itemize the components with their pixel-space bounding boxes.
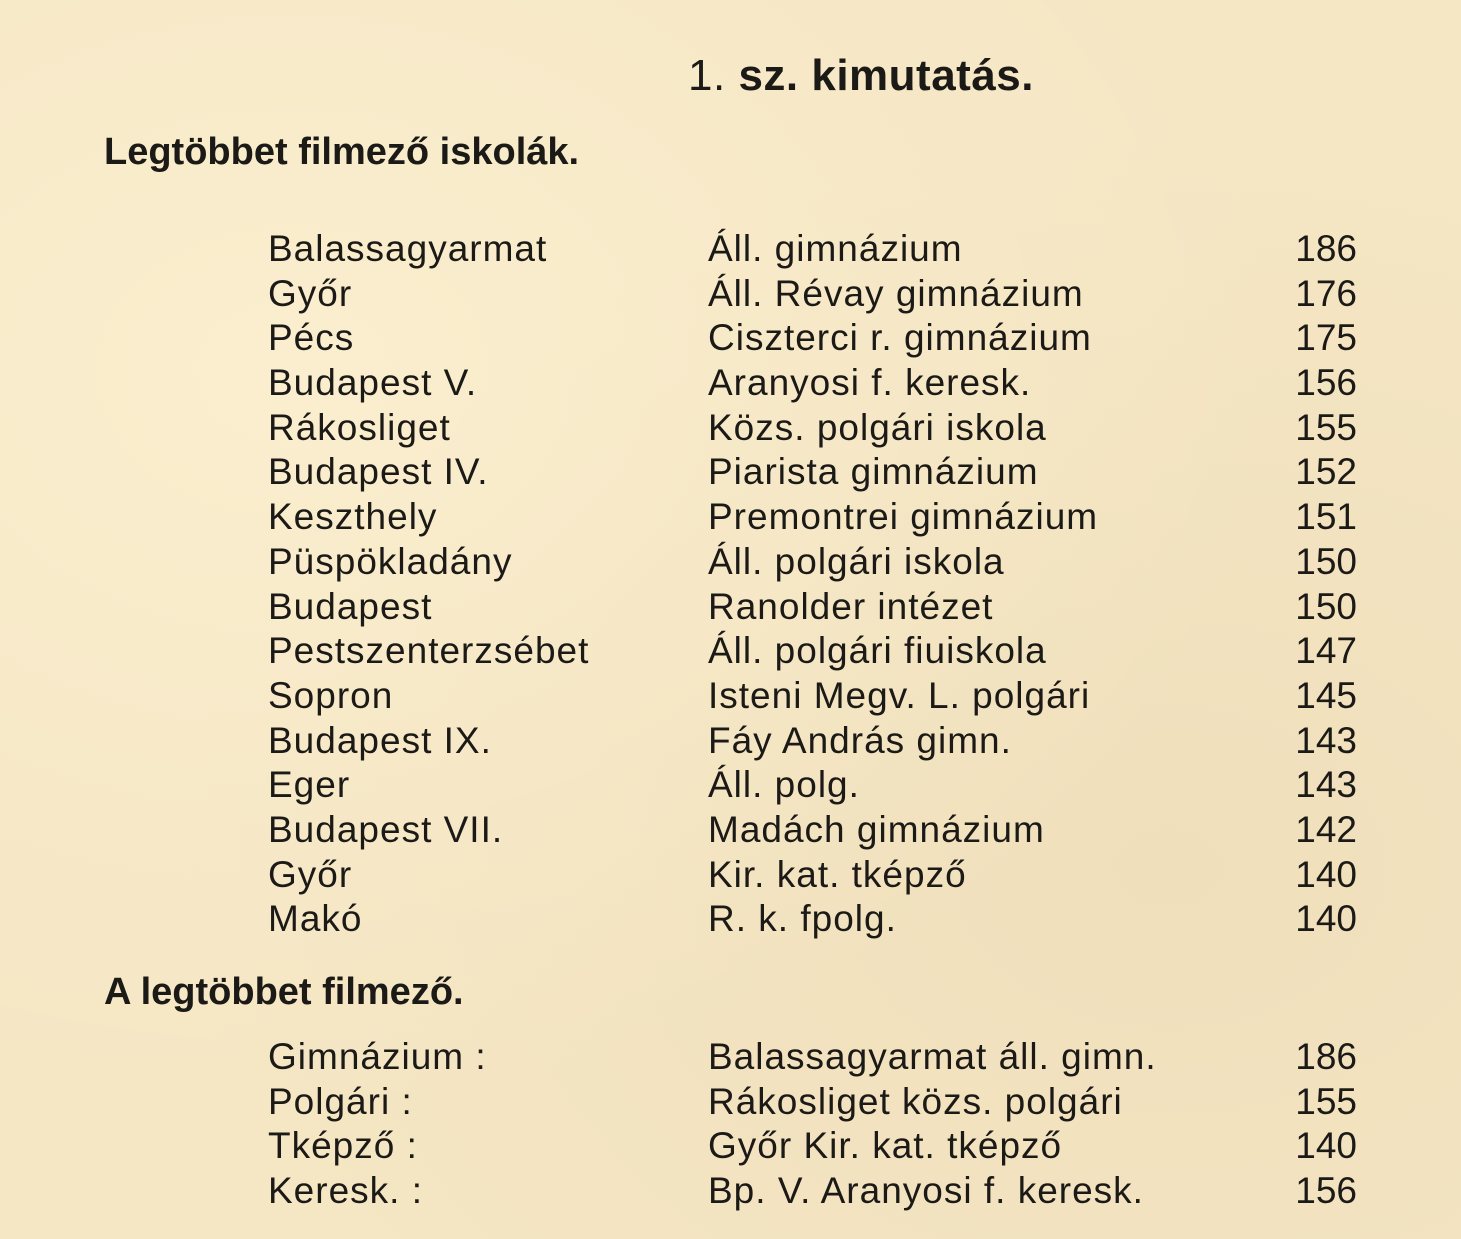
school-cell: Áll. polg.: [708, 764, 860, 806]
city-cell: Budapest IV.: [268, 451, 489, 493]
school-cell: Áll. polgári fiuiskola: [708, 630, 1047, 672]
title-text: sz. kimutatás.: [738, 51, 1034, 100]
school-cell: Rákosliget közs. polgári: [708, 1080, 1123, 1122]
value-cell: 143: [1295, 719, 1357, 761]
value-cell: 151: [1295, 496, 1357, 538]
category-cell: Polgári :: [268, 1080, 413, 1122]
value-cell: 147: [1295, 630, 1357, 672]
school-cell: Ciszterci r. gimnázium: [708, 317, 1092, 359]
city-cell: Sopron: [268, 674, 394, 716]
category-cell: Keresk. :: [268, 1170, 423, 1212]
table-row: [0, 674, 1461, 719]
school-cell: Győr Kir. kat. tképző: [708, 1125, 1063, 1167]
table-row: [0, 719, 1461, 764]
table-row: [0, 272, 1461, 317]
table-row: [0, 450, 1461, 495]
title-number: 1.: [688, 51, 726, 100]
table-row: [0, 763, 1461, 808]
section-heading-top-by-type: A legtöbbet filmező.: [104, 971, 464, 1013]
value-cell: 142: [1295, 808, 1357, 850]
table-row: [0, 495, 1461, 540]
schools-table: [0, 227, 1461, 942]
top-by-type-table: [0, 1035, 1461, 1214]
table-row: [0, 629, 1461, 674]
value-cell: 150: [1295, 540, 1357, 582]
category-cell: Tképző :: [268, 1125, 418, 1167]
school-cell: Isteni Megv. L. polgári: [708, 674, 1091, 716]
value-cell: 155: [1295, 406, 1357, 448]
section-heading-schools: Legtöbbet filmező iskolák.: [104, 131, 580, 173]
city-cell: Győr: [268, 272, 353, 314]
table-row: [0, 316, 1461, 361]
page-title: [688, 48, 1034, 104]
school-cell: Premontrei gimnázium: [708, 496, 1099, 538]
city-cell: Keszthely: [268, 496, 438, 538]
city-cell: Makó: [268, 898, 363, 940]
school-cell: Piarista gimnázium: [708, 451, 1039, 493]
city-cell: Pestszenterzsébet: [268, 630, 590, 672]
value-cell: 150: [1295, 585, 1357, 627]
table-row: [0, 897, 1461, 942]
value-cell: 175: [1295, 317, 1357, 359]
value-cell: 152: [1295, 451, 1357, 493]
school-cell: Fáy András gimn.: [708, 719, 1012, 761]
city-cell: Pécs: [268, 317, 355, 359]
value-cell: 140: [1295, 1125, 1357, 1167]
school-cell: Áll. gimnázium: [708, 228, 963, 269]
value-cell: 176: [1295, 272, 1357, 314]
table-row: [0, 808, 1461, 853]
table-row: [0, 361, 1461, 406]
table-row: [0, 1169, 1461, 1214]
school-cell: Madách gimnázium: [708, 808, 1045, 850]
value-cell: 143: [1295, 764, 1357, 806]
table-row: [0, 585, 1461, 630]
school-cell: Balassagyarmat áll. gimn.: [708, 1036, 1157, 1077]
table-row: [0, 853, 1461, 898]
category-cell: Gimnázium :: [268, 1036, 487, 1077]
table-row: [0, 1035, 1461, 1080]
table-row: [0, 1080, 1461, 1125]
city-cell: Rákosliget: [268, 406, 451, 448]
value-cell: 140: [1295, 853, 1357, 895]
city-cell: Budapest: [268, 585, 433, 627]
city-cell: Győr: [268, 853, 353, 895]
city-cell: Budapest V.: [268, 362, 478, 404]
value-cell: 156: [1295, 1170, 1357, 1212]
table-row: [0, 1124, 1461, 1169]
city-cell: Balassagyarmat: [268, 228, 548, 269]
value-cell: 186: [1295, 1036, 1357, 1077]
value-cell: 140: [1295, 898, 1357, 940]
school-cell: Áll. polgári iskola: [708, 540, 1005, 582]
school-cell: Áll. Révay gimnázium: [708, 272, 1084, 314]
school-cell: Közs. polgári iskola: [708, 406, 1047, 448]
value-cell: 186: [1295, 228, 1357, 269]
value-cell: 145: [1295, 674, 1357, 716]
city-cell: Budapest VII.: [268, 808, 504, 850]
value-cell: 155: [1295, 1080, 1357, 1122]
school-cell: Kir. kat. tképző: [708, 853, 967, 895]
table-row: [0, 406, 1461, 451]
city-cell: Eger: [268, 764, 351, 806]
table-row: [0, 227, 1461, 272]
city-cell: Püspökladány: [268, 540, 513, 582]
school-cell: R. k. fpolg.: [708, 898, 897, 940]
table-row: [0, 540, 1461, 585]
value-cell: 156: [1295, 362, 1357, 404]
school-cell: Ranolder intézet: [708, 585, 994, 627]
school-cell: Bp. V. Aranyosi f. keresk.: [708, 1170, 1144, 1212]
city-cell: Budapest IX.: [268, 719, 492, 761]
school-cell: Aranyosi f. keresk.: [708, 362, 1032, 404]
